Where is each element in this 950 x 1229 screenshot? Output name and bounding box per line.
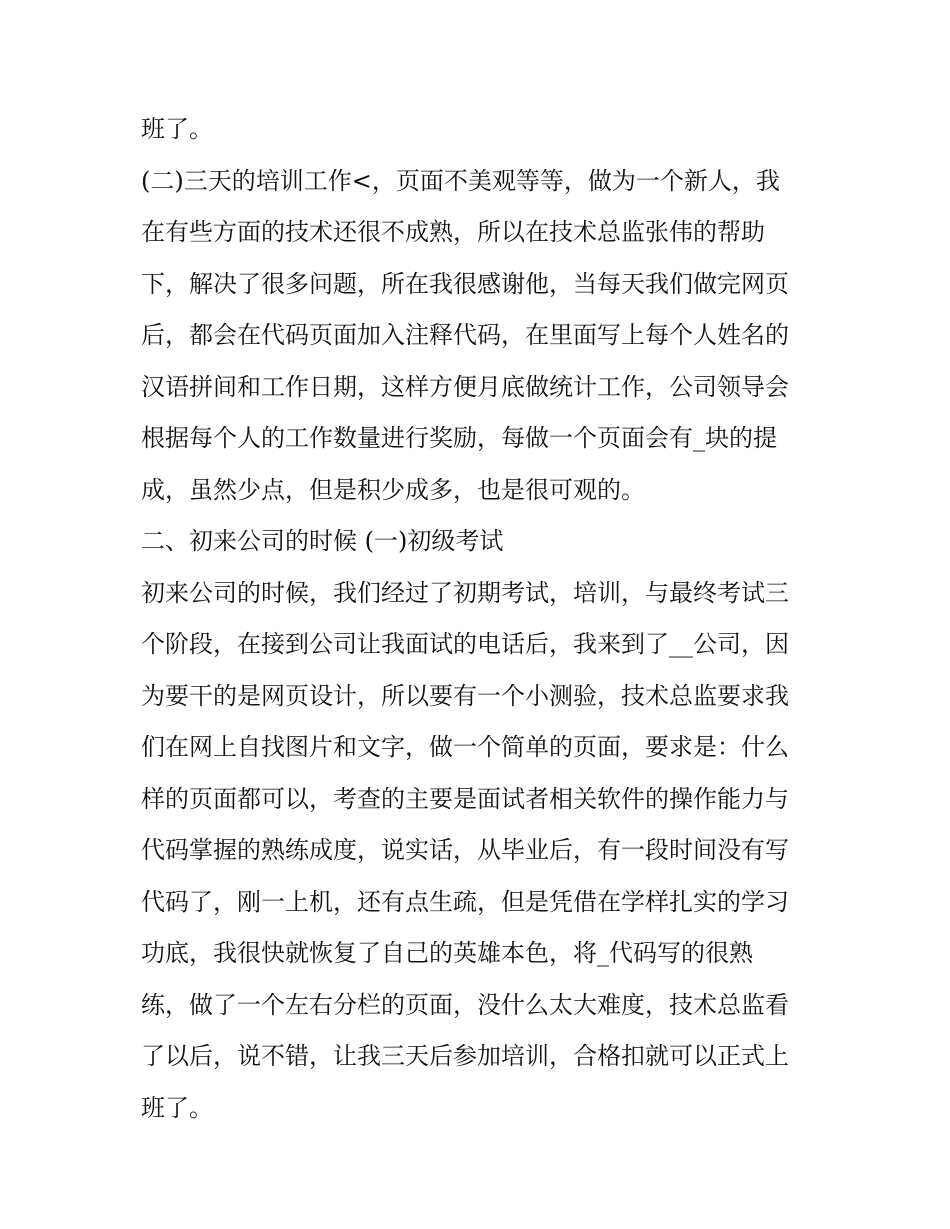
text-line: 们在网上自找图片和文字，做一个简单的页面，要求是：什么: [141, 733, 789, 761]
text-line: 功底，我很快就恢复了自己的英雄本色，将_代码写的很熟: [141, 939, 753, 967]
text-line: 在有些方面的技术还很不成熟，所以在技术总监张伟的帮助: [141, 218, 765, 246]
text-line: 根据每个人的工作数量进行奖励，每做一个页面会有_块的提: [141, 424, 777, 452]
text-line: (二)三天的培训工作<，页面不美观等等，做为一个新人，我: [141, 166, 780, 195]
text-line: 下，解决了很多问题，所在我很感谢他，当每天我们做完网页: [141, 269, 789, 298]
text-line: 代码掌握的熟练成度，说实话，从毕业后，有一段时间没有写: [141, 836, 789, 864]
text-line: 练，做了一个左右分栏的页面，没什么太大难度，技术总监看: [141, 990, 789, 1019]
text-line: 了以后，说不错，让我三天后参加培训，合格扣就可以正式上: [141, 1042, 789, 1070]
body-text: [141, 104, 821, 1134]
text-line: 个阶段，在接到公司让我面试的电话后，我来到了__公司，因: [141, 630, 789, 658]
text-line: 汉语拼间和工作日期，这样方便月底做统计工作，公司领导会: [141, 372, 789, 401]
text-line: 初来公司的时候，我们经过了初期考试，培训，与最终考试三: [141, 578, 789, 607]
text-line: 班了。: [141, 115, 213, 143]
section-heading: 二、初来公司的时候 (一)初级考试: [141, 527, 504, 555]
text-line: 样的页面都可以，考查的主要是面试者相关软件的操作能力与: [141, 784, 789, 813]
text-line: 后，都会在代码页面加入注释代码，在里面写上每个人姓名的: [141, 321, 789, 349]
text-line: 班了。: [141, 1093, 213, 1122]
text-line: 代码了，刚一上机，还有点生疏，但是凭借在学样扎实的学习: [141, 887, 789, 916]
text-line: 为要干的是网页设计，所以要有一个小测验，技术总监要求我: [141, 681, 789, 710]
text-line: 成，虽然少点，但是积少成多，也是很可观的。: [141, 475, 645, 504]
